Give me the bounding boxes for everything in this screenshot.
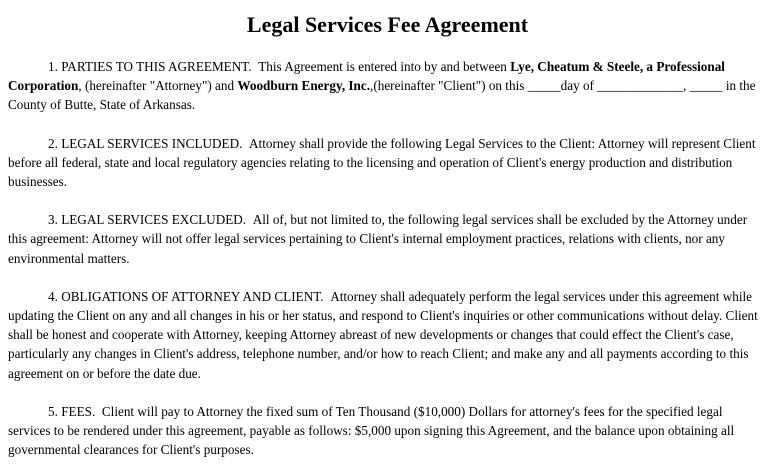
document-title: Legal Services Fee Agreement [246,12,529,37]
section-heading: 4. OBLIGATIONS OF ATTORNEY AND CLIENT. [48,288,324,304]
section-services-excluded [8,210,767,268]
section-text: All of, but not limited to, the following legal services shall be excluded by the Attorney under this agreement: Attorney will not offer legal services pertaining to Client's internal employment practices, relations with clients, nor any environmental matters. [8,212,748,266]
section-services-included [8,134,767,192]
section-fees [8,402,767,460]
section-obligations [8,287,767,383]
attorney-name: Lye, Cheatum & Steele, a Professional Corporation [8,59,725,94]
section-text: ,(hereinafter "Client") on this _____day of _____________, _____ in the County of Butte, State of Arkansas. [8,78,756,113]
client-name: Woodburn Energy, Inc. [237,78,371,94]
section-heading: 1. PARTIES TO THIS AGREEMENT. [48,59,252,74]
section-text: Client will pay to Attorney the fixed sum of Ten Thousand ($10,000) Dollars for attorney's fees for the specified legal services to be rendered under this agreement, payable as follows: $5,000 upon signing this Agreement, and the balance upon obtaining all governmental clearances for Client's purposes. [8,403,735,458]
section-text: This Agreement is entered into by and between [258,59,511,74]
section-text: , (hereinafter "Attorney") and [78,78,238,94]
section-heading: 2. LEGAL SERVICES INCLUDED. [48,135,243,151]
section-text: Attorney shall provide the following Legal Services to the Client: Attorney will represent Client before all federal, state and local regulatory agencies relating to the licensing and operation of Client's energy production and distribution businesses. [8,135,756,190]
section-text: Attorney shall adequately perform the legal services under this agreement while updating the Client on any and all changes in his or her status, and respond to Client's inquiries or other communications without delay. Client shall be honest and cooperate with Attorney, keeping Attorney abreast of new developments or changes that could effect the Client's case, particularly any changes in Client's address, telephone number, and/or how to reach Client; and make any and all payments according to this agreement on or before the date due. [8,288,758,381]
section-heading: 5. FEES. [48,403,96,419]
section-heading: 3. LEGAL SERVICES EXCLUDED. [48,212,247,228]
section-parties [8,57,767,115]
